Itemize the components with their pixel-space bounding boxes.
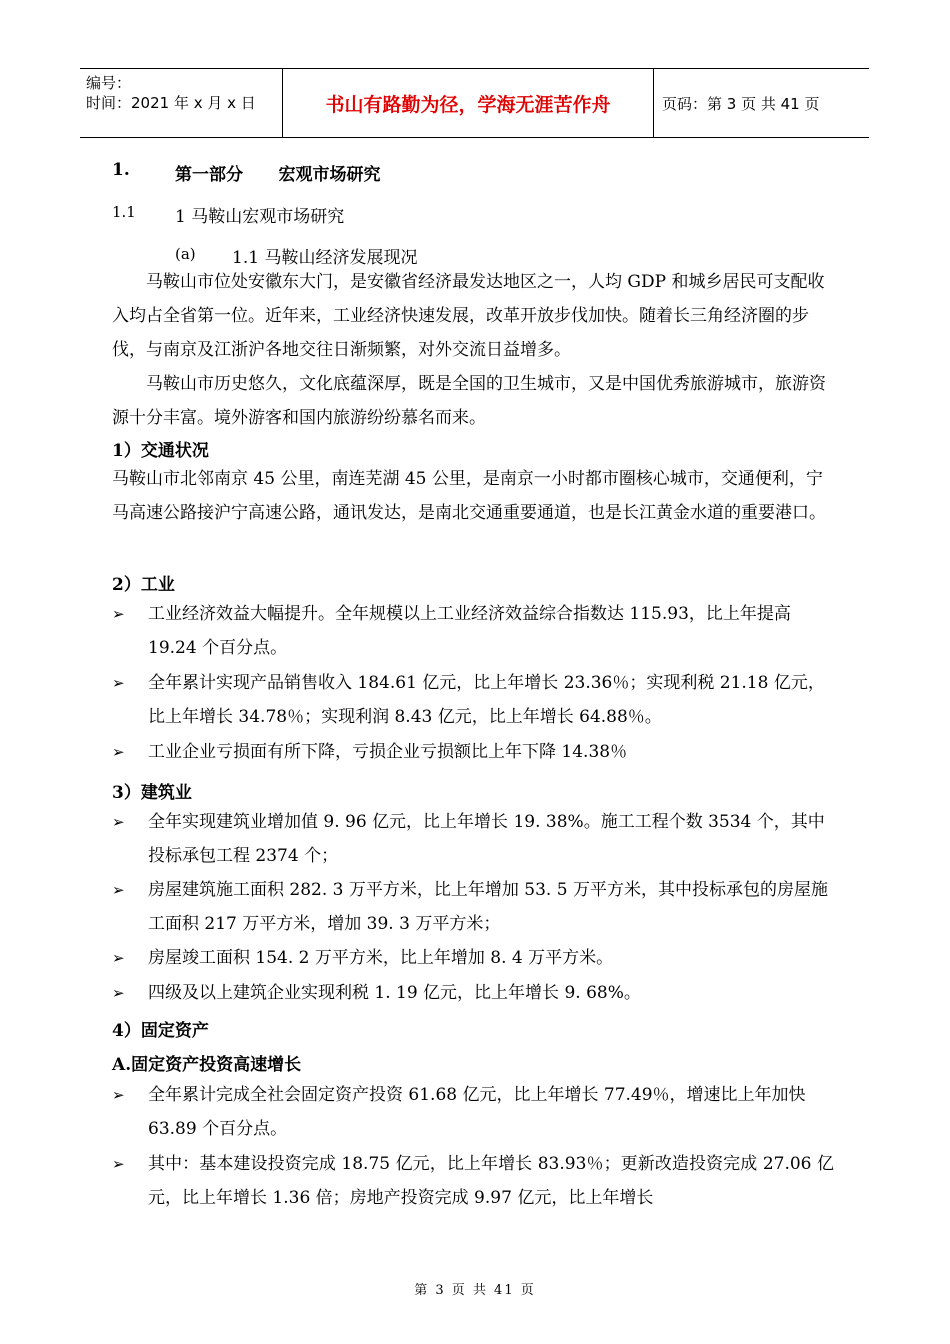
- fixed-assets-title: 4）固定资产: [112, 1021, 209, 1041]
- bullet-arrow-icon: ➢: [112, 949, 125, 967]
- bullet-text: 房屋建筑施工面积 282. 3 万平方米，比上年增加 53. 5 万平方米，其中投标承包的房屋施工面积 217 万平方米，增加 39. 3 万平方米；: [148, 880, 828, 934]
- list-item: [112, 873, 834, 941]
- fixed-assets-subtitle: A.固定资产投资高速增长: [112, 1055, 302, 1075]
- bullet-arrow-icon: ➢: [112, 674, 125, 692]
- list-item: [112, 976, 834, 1010]
- bullet-arrow-icon: ➢: [112, 813, 125, 831]
- heading2-text: 1 马鞍山宏观市场研究: [175, 207, 345, 227]
- list-item: [112, 597, 834, 665]
- bullet-text: 四级及以上建筑企业实现利税 1. 19 亿元，比上年增长 9. 68%。: [148, 983, 641, 1003]
- bullet-text: 工业企业亏损面有所下降，亏损企业亏损额比上年下降 14.38％: [148, 742, 628, 762]
- list-item: [112, 941, 834, 975]
- bullet-arrow-icon: ➢: [112, 984, 125, 1002]
- industry-title: 2）工业: [112, 575, 175, 595]
- bullet-text: 其中：基本建设投资完成 18.75 亿元，比上年增长 83.93％；更新改造投资完成 27.06 亿元，比上年增长 1.36 倍；房地产投资完成 9.97 亿元，比上年增长: [148, 1154, 834, 1208]
- bullet-arrow-icon: ➢: [112, 1086, 125, 1104]
- page-header: [80, 68, 869, 138]
- bullet-arrow-icon: ➢: [112, 605, 125, 623]
- time-label: 时间：2021 年 x 月 x 日: [86, 94, 256, 112]
- construction-title: 3）建筑业: [112, 783, 192, 803]
- header-motto: 书山有路勤为径，学海无涯苦作舟: [282, 69, 654, 137]
- header-page-info: 页码：第 3 页 共 41 页: [662, 94, 820, 113]
- heading3-text: 1.1 马鞍山经济发展现况: [232, 248, 418, 268]
- bullet-text: 全年实现建筑业增加值 9. 96 亿元，比上年增长 19. 38%。施工工程个数 3534 个，其中投标承包工程 2374 个；: [148, 812, 825, 866]
- intro-paragraph-1: 马鞍山市位处安徽东大门，是安徽省经济最发达地区之一，人均 GDP 和城乡居民可支配收入均占全省第一位。近年来，工业经济快速发展，改革开放步伐加快。随着长三角经济圈的步伐，与南京及江浙沪各地交往日渐频繁，对外交流日益增多。: [112, 272, 825, 360]
- traffic-title: 1）交通状况: [112, 441, 209, 461]
- header-left-cell: [80, 69, 282, 137]
- heading1-text: 第一部分 宏观市场研究: [175, 165, 381, 185]
- heading1-number: 1.: [112, 160, 130, 180]
- intro-paragraph-2: 马鞍山市历史悠久，文化底蕴深厚，既是全国的卫生城市，又是中国优秀旅游城市，旅游资源十分丰富。境外游客和国内旅游纷纷慕名而来。: [112, 374, 826, 428]
- list-item: [112, 735, 834, 769]
- list-item: [112, 1078, 834, 1146]
- bullet-arrow-icon: ➢: [112, 1155, 125, 1173]
- page-footer: 第 3 页 共 41 页: [414, 1283, 536, 1298]
- list-item: [112, 666, 834, 734]
- number-label: 编号：: [86, 74, 132, 92]
- list-item: [112, 1147, 834, 1215]
- list-item: [112, 805, 834, 873]
- bullet-arrow-icon: ➢: [112, 743, 125, 761]
- heading2-number: 1.1: [112, 203, 136, 221]
- bullet-text: 全年累计完成全社会固定资产投资 61.68 亿元，比上年增长 77.49％，增速比上年加快 63.89 个百分点。: [148, 1085, 806, 1139]
- bullet-text: 全年累计实现产品销售收入 184.61 亿元，比上年增长 23.36％；实现利税 21.18 亿元，比上年增长 34.78％；实现利润 8.43 亿元，比上年增长 64.88％。: [148, 673, 825, 727]
- heading3-number: (a): [175, 245, 196, 263]
- bullet-text: 房屋竣工面积 154. 2 万平方米，比上年增加 8. 4 万平方米。: [148, 948, 614, 968]
- bullet-text: 工业经济效益大幅提升。全年规模以上工业经济效益综合指数达 115.93，比上年提高 19.24 个百分点。: [148, 604, 791, 658]
- traffic-text: 马鞍山市北邻南京 45 公里，南连芜湖 45 公里，是南京一小时都市圈核心城市，交通便利，宁马高速公路接沪宁高速公路，通讯发达，是南北交通重要通道，也是长江黄金水道的重要港口。: [112, 469, 826, 523]
- bullet-arrow-icon: ➢: [112, 881, 125, 899]
